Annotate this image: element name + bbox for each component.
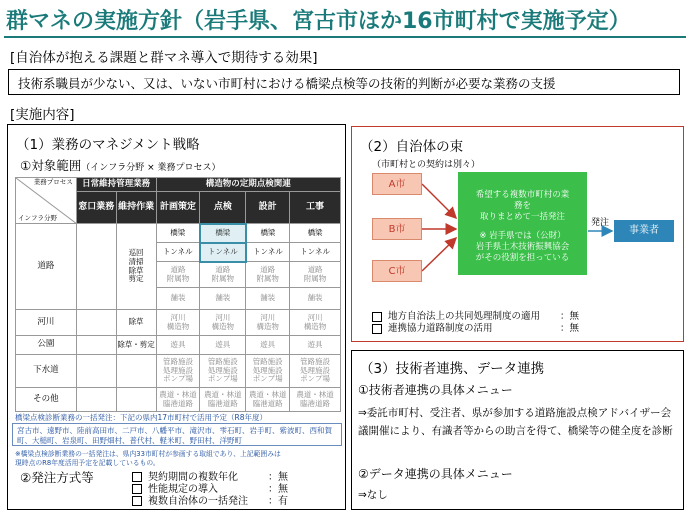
city-c: C市 (372, 260, 422, 282)
order-item-label: 複数自治体の一括発注 (148, 496, 248, 507)
order-item (132, 496, 288, 508)
road-inspect-fixtures: 道路 附属物 (200, 262, 246, 288)
sewer-work: 管路施設 処理施設 ポンプ場 (290, 355, 341, 388)
road-design-tunnel: トンネル (246, 243, 290, 262)
system-item-value: ：無 (560, 323, 580, 334)
road-plan-pavement: 舗装 (156, 288, 200, 310)
road-maint: 巡回 清掃 除草 剪定 (116, 224, 156, 310)
matrix-corner (16, 178, 77, 224)
scope-matrix (15, 177, 341, 412)
checkbox-icon (132, 496, 142, 506)
note-small-line1: ※橋梁点検診断業務の一括発注は、県内33市町村が参画する取組であり、上記範囲みは (15, 450, 281, 458)
checkbox-icon (132, 484, 142, 494)
checkbox-icon (132, 472, 142, 482)
row-other: その他 (16, 388, 77, 412)
coordinator-box (458, 172, 587, 275)
park-window (76, 336, 116, 355)
river-inspect: 河川 構造物 (200, 310, 246, 336)
river-maint: 除草 (116, 310, 156, 336)
order-item (132, 484, 288, 496)
row-sewer: 下水道 (16, 355, 77, 388)
order-item (132, 472, 288, 484)
corner-process-label: 業務プロセス (33, 178, 73, 186)
sewer-window (76, 355, 116, 388)
road-plan-tunnel: トンネル (156, 243, 200, 262)
col-planning: 計画策定 (156, 192, 200, 224)
road-window (76, 224, 116, 310)
panel2-sub: （市町村との契約は別々） (372, 160, 481, 170)
row-park: 公園 (16, 336, 77, 355)
col-maintenance: 維持作業 (116, 192, 156, 224)
coordinator-line: ※ 岩手県では（公財） (479, 231, 566, 242)
note-cities-line2: 町、大槌町、岩泉町、田野畑村、普代村、軽米町、野田村、洋野町 (17, 436, 242, 445)
issues-heading: [自治体が抱える課題と群マネ導入で期待する効果] (10, 50, 318, 66)
scope-heading: ①対象範囲 (20, 158, 82, 173)
park-inspect: 遊具 (200, 336, 246, 355)
page-title: 群マネの実施方針（岩手県、宮古市ほか16市町村で実施予定） (6, 9, 631, 34)
system-item (372, 311, 579, 323)
title-divider (4, 36, 686, 38)
river-window (76, 310, 116, 336)
sewer-inspect: 管路施設 処理施設 ポンプ場 (200, 355, 246, 388)
row-road: 道路 (16, 224, 77, 310)
other-window (76, 388, 116, 412)
other-design: 農道・林道 臨港道路 (246, 388, 290, 412)
road-design-bridge: 橋梁 (246, 224, 290, 243)
order-list (132, 472, 288, 508)
system-item-label: 地方自治法上の共同処理制度の適用 (388, 311, 541, 322)
system-item (372, 323, 579, 335)
river-plan: 河川 構造物 (156, 310, 200, 336)
panel2-heading: （2）自治体の束 (360, 139, 464, 155)
scope-heading-wrap (20, 155, 220, 174)
issues-text: 技術系職員が少ない、又は、いない市町村における橋梁点検等の技術的判断が必要な業務の支援 (18, 76, 556, 91)
other-plan: 農道・林道 臨港道路 (156, 388, 200, 412)
order-item-label: 性能規定の導入 (148, 484, 218, 495)
note-cities-line1: 宮古市、遠野市、陸前高田市、二戸市、八幡平市、滝沢市、雫石町、岩手町、紫波町、西和賀 (17, 426, 332, 435)
tech-text: ⇒委託市町村、受注者、県が参加する道路施設点検アドバイザー会議開催により、有識者等からの助言を得て、橋梁等の健全度を診断 (358, 407, 673, 438)
order-arrow-label: 発注 (591, 218, 610, 228)
tech-heading: ①技術者連携の具体メニュー (358, 383, 513, 397)
panel3-heading: （3）技術者連携、データ連携 (360, 361, 545, 377)
park-design: 遊具 (246, 336, 290, 355)
sewer-plan: 管路施設 処理施設 ポンプ場 (156, 355, 200, 388)
system-item-value: ：無 (560, 311, 580, 322)
coordinator-line: がその役割を担っている (475, 253, 570, 264)
col-inspection: 点検 (200, 192, 246, 224)
road-design-fixtures: 道路 附属物 (246, 262, 290, 288)
row-river: 河川 (16, 310, 77, 336)
coordinator-line: 務を (513, 201, 531, 212)
order-heading: ②発注方式等 (20, 470, 94, 485)
road-design-pavement: 舗装 (246, 288, 290, 310)
data-text: ⇒なし (358, 489, 388, 501)
park-work: 遊具 (290, 336, 341, 355)
other-maint (116, 388, 156, 412)
road-inspect-bridge: 橋梁 (200, 224, 246, 243)
sewer-maint (116, 355, 156, 388)
coordinator-line (458, 223, 587, 231)
corner-infra-label: インフラ分野 (18, 213, 57, 222)
road-work-tunnel: トンネル (290, 243, 341, 262)
col-design: 設計 (246, 192, 290, 224)
river-design: 河川 構造物 (246, 310, 290, 336)
system-list (372, 311, 579, 335)
other-work: 農道・林道 臨港道路 (290, 388, 341, 412)
road-plan-fixtures: 道路 附属物 (156, 262, 200, 288)
river-work: 河川 構造物 (290, 310, 341, 336)
order-item-value: ：無 (268, 484, 288, 495)
order-item-value: ：有 (268, 496, 288, 507)
coordinator-line: 岩手県土木技術振興協会 (475, 242, 570, 253)
col-construction: 工事 (290, 192, 341, 224)
scope-subheading: （インフラ分野 × 業務プロセス） (81, 163, 221, 173)
city-a: A市 (372, 173, 422, 195)
coordinator-line: 取りまとめて一括発注 (479, 212, 565, 223)
park-maint: 除草・剪定 (116, 336, 156, 355)
checkbox-icon (372, 312, 382, 322)
corner-diagonal (16, 178, 77, 224)
road-inspect-pavement: 舗装 (200, 288, 246, 310)
checkbox-icon (372, 324, 382, 334)
order-item-label: 契約期間の複数年化 (148, 472, 238, 483)
park-plan: 遊具 (156, 336, 200, 355)
group-daily: 日常維持管理業務 (76, 178, 156, 192)
city-b: B市 (372, 218, 422, 240)
contractor-box: 事業者 (614, 220, 674, 242)
sewer-design: 管路施設 処理施設 ポンプ場 (246, 355, 290, 388)
group-periodic: 構造物の定期点検関連 (156, 178, 340, 192)
road-work-fixtures: 道路 附属物 (290, 262, 341, 288)
note-title: 橋梁点検診断業務の一括発注：下記の県内17市町村で活用予定（R8年度） (15, 413, 268, 422)
order-item-value: ：無 (268, 472, 288, 483)
note-small-line2: 現時点のR8年度活用予定を記載しているもの。 (15, 459, 160, 467)
system-item-label: 連携協力道路制度の活用 (388, 323, 493, 334)
coordinator-line: 希望する複数市町村の業 (475, 190, 570, 200)
road-work-pavement: 舗装 (290, 288, 341, 310)
panel1-heading: （1）業務のマネジメント戦略 (16, 137, 200, 153)
col-window: 窓口業務 (76, 192, 116, 224)
content-heading: [実施内容] (10, 107, 75, 123)
data-heading: ②データ連携の具体メニュー (358, 467, 513, 481)
other-inspect: 農道・林道 臨港道路 (200, 388, 246, 412)
road-work-bridge: 橋梁 (290, 224, 341, 243)
road-inspect-tunnel: トンネル (200, 243, 246, 262)
road-plan-bridge: 橋梁 (156, 224, 200, 243)
